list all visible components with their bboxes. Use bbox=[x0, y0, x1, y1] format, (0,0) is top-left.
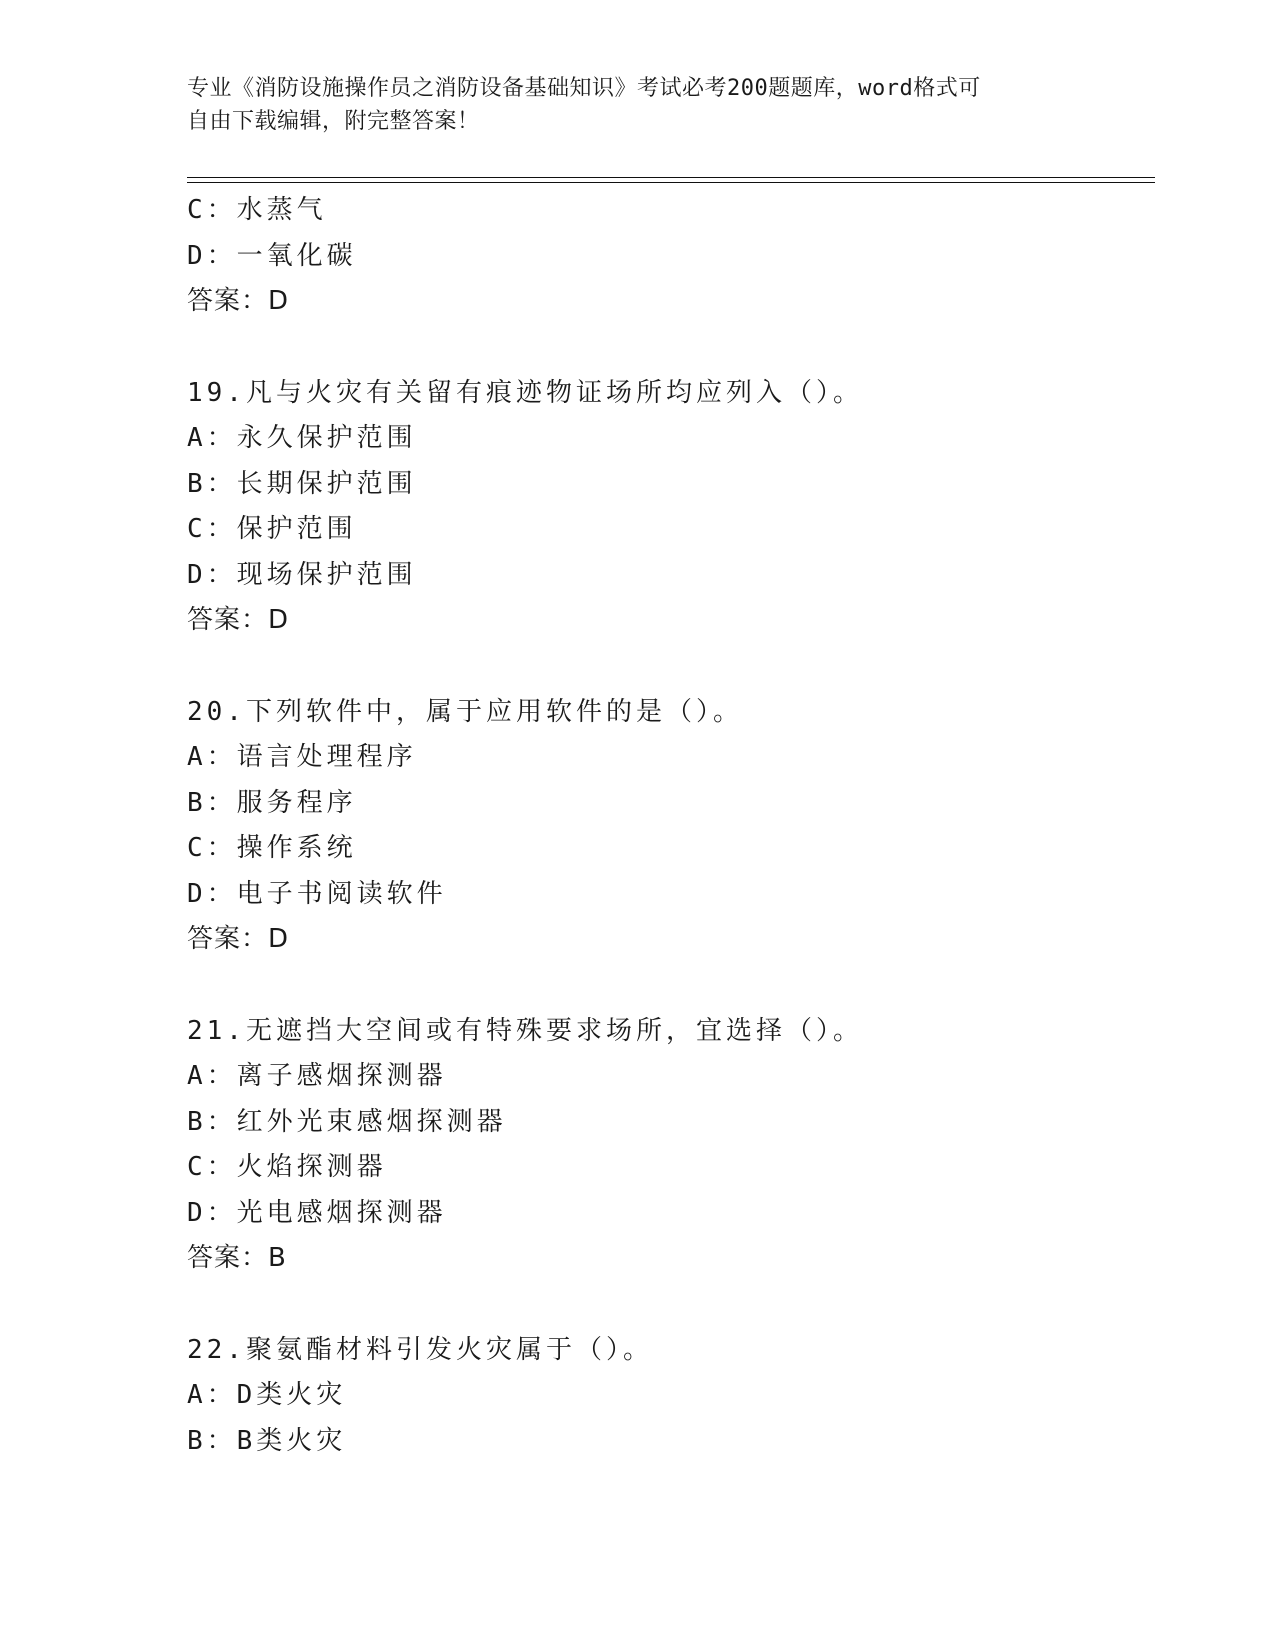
header-divider-bottom bbox=[187, 182, 1155, 183]
question-22 bbox=[187, 1328, 1147, 1465]
question-stem: 21.无遮挡大空间或有特殊要求场所，宜选择（）。 bbox=[187, 1015, 863, 1046]
question-20 bbox=[187, 690, 1147, 963]
spacer bbox=[187, 325, 1147, 371]
header-line-1: 专业《消防设施操作员之消防设备基础知识》考试必考200题题库，word格式可 bbox=[187, 76, 981, 101]
spacer bbox=[187, 644, 1147, 690]
answer-line: 答案：D bbox=[187, 605, 290, 635]
option-d: D：电子书阅读软件 bbox=[187, 878, 447, 909]
question-list bbox=[187, 188, 1147, 1464]
option-d: D：光电感烟探测器 bbox=[187, 1197, 447, 1228]
option-b: B：红外光束感烟探测器 bbox=[187, 1106, 507, 1137]
option-b: B：长期保护范围 bbox=[187, 468, 417, 499]
question-19 bbox=[187, 371, 1147, 644]
document-header bbox=[187, 72, 1067, 138]
option-b: B：服务程序 bbox=[187, 787, 357, 818]
question-18-continued bbox=[187, 188, 1147, 325]
option-a: A：语言处理程序 bbox=[187, 742, 417, 772]
answer-line: 答案：D bbox=[187, 924, 290, 954]
header-divider-top bbox=[187, 177, 1155, 178]
option-b: B：B类火灾 bbox=[187, 1425, 347, 1456]
option-a: A：离子感烟探测器 bbox=[187, 1061, 447, 1091]
option-c: C：水蒸气 bbox=[187, 195, 327, 225]
option-d: D：一氧化碳 bbox=[187, 240, 357, 271]
spacer bbox=[187, 963, 1147, 1009]
question-stem: 19.凡与火灾有关留有痕迹物证场所均应列入（）。 bbox=[187, 377, 863, 408]
option-a: A：D类火灾 bbox=[187, 1380, 347, 1410]
answer-line: 答案：B bbox=[187, 1243, 287, 1273]
spacer bbox=[187, 1282, 1147, 1328]
option-c: C：火焰探测器 bbox=[187, 1152, 387, 1182]
question-stem: 22.聚氨酯材料引发火灾属于（）。 bbox=[187, 1334, 653, 1365]
header-line-2: 自由下载编辑，附完整答案！ bbox=[187, 109, 480, 134]
option-a: A：永久保护范围 bbox=[187, 423, 417, 453]
option-c: C：保护范围 bbox=[187, 514, 357, 544]
answer-line: 答案：D bbox=[187, 286, 290, 316]
question-21 bbox=[187, 1009, 1147, 1282]
option-c: C：操作系统 bbox=[187, 833, 357, 863]
question-stem: 20.下列软件中，属于应用软件的是（）。 bbox=[187, 696, 743, 727]
option-d: D：现场保护范围 bbox=[187, 559, 417, 590]
